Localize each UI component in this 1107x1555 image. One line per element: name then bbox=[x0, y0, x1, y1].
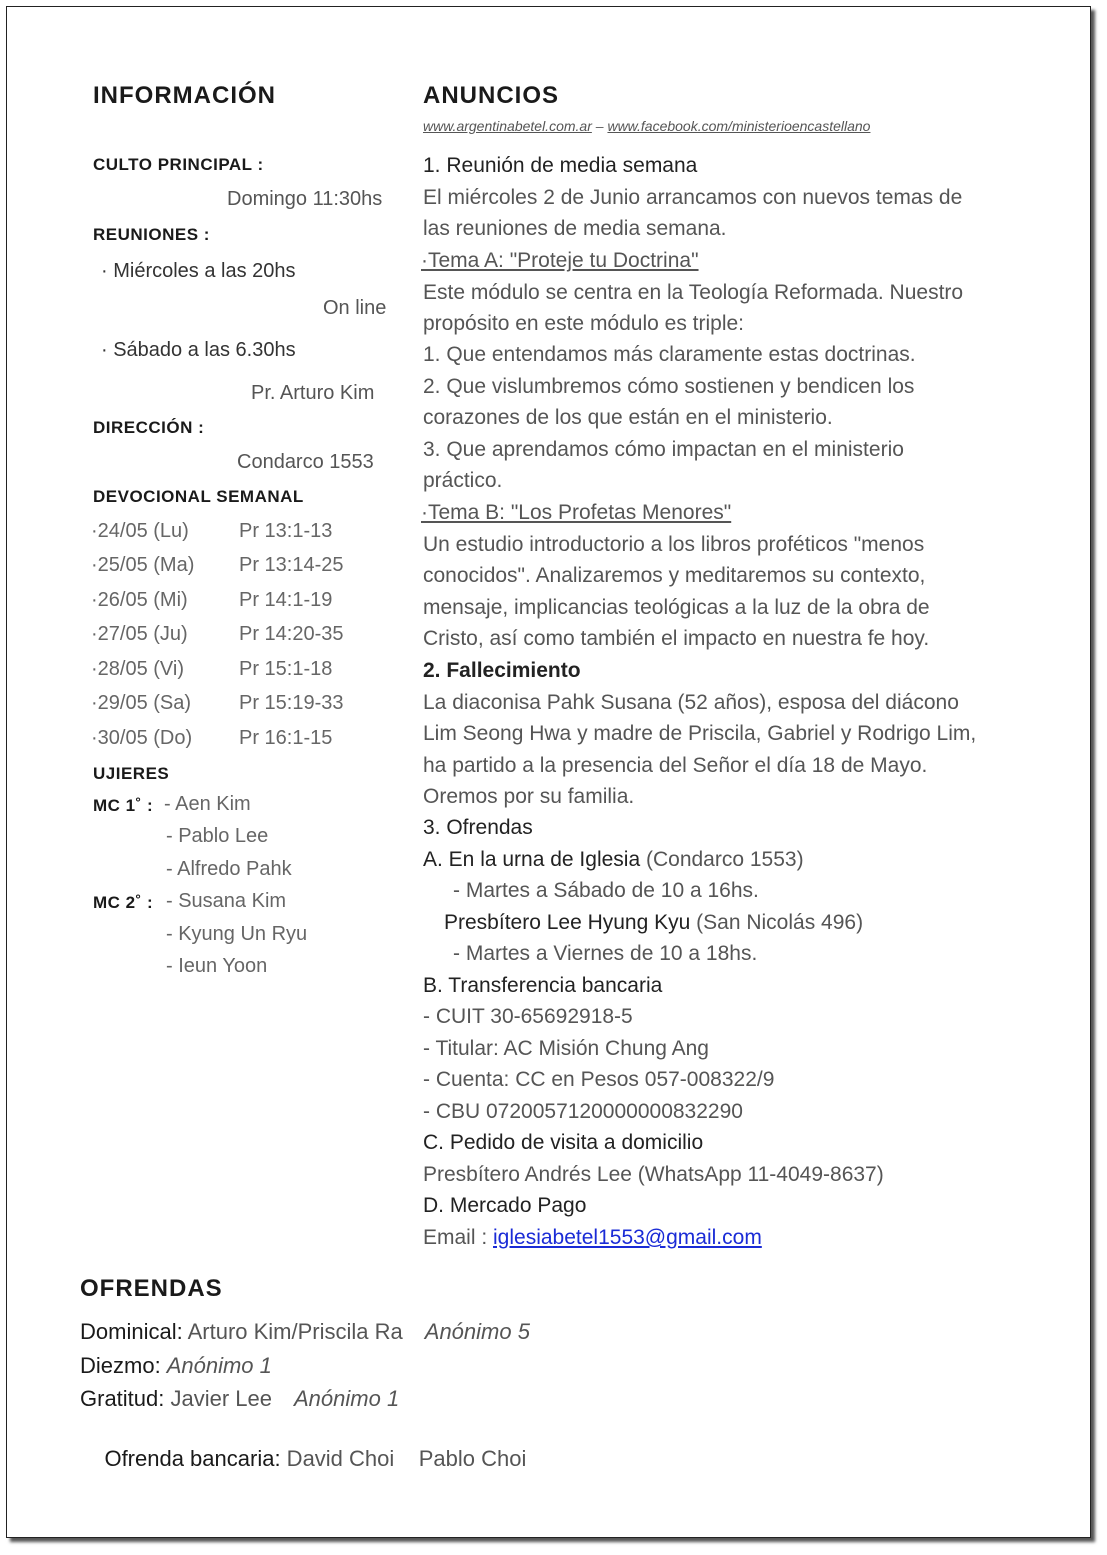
reunion-1-detail: On line bbox=[323, 297, 387, 319]
tema-b-line: conocidos". Analizaremos y meditaremos su contexto, bbox=[423, 564, 926, 587]
devocional-ref: Pr 13:14-25 bbox=[239, 554, 344, 576]
bank-titular: - Titular: AC Misión Chung Ang bbox=[423, 1037, 709, 1060]
reuniones-label: REUNIONES : bbox=[93, 225, 210, 244]
mc1-usher: - Alfredo Pahk bbox=[166, 858, 292, 880]
gratitud-label: Gratitud: bbox=[80, 1386, 165, 1411]
ofrenda-diezmo bbox=[80, 1353, 272, 1379]
bancaria-label: Ofrenda bancaria: bbox=[104, 1446, 281, 1471]
devocional-date: ·25/05 (Ma) bbox=[91, 554, 195, 576]
direccion-label: DIRECCIÓN : bbox=[93, 418, 205, 437]
dominical-anon: Anónimo 5 bbox=[424, 1319, 530, 1344]
s1-title: 1. Reunión de media semana bbox=[423, 154, 698, 177]
tema-b-line: Cristo, así como también el impacto en nuestra fe hoy. bbox=[423, 627, 930, 650]
mercado-pago-email bbox=[423, 1226, 762, 1250]
mc1-usher: - Aen Kim bbox=[164, 793, 251, 815]
diezmo-label: Diezmo: bbox=[80, 1353, 161, 1378]
ofrenda-a2-hours: - Martes a Viernes de 10 a 18hs. bbox=[453, 942, 758, 965]
info-title: INFORMACIÓN bbox=[93, 82, 276, 109]
email-label: Email : bbox=[423, 1226, 494, 1249]
devocional-ref: Pr 15:1-18 bbox=[239, 658, 333, 680]
tema-a-line: 3. Que aprendamos cómo impactan en el ministerio bbox=[423, 438, 904, 461]
ofrenda-gratitud bbox=[80, 1386, 399, 1412]
ofrenda-bancaria bbox=[80, 1420, 526, 1498]
visit-contact: Presbítero Andrés Lee (WhatsApp 11-4049-8637) bbox=[423, 1163, 884, 1186]
website-links bbox=[423, 118, 870, 134]
devocional-date: ·29/05 (Sa) bbox=[91, 692, 192, 714]
devocional-date: ·27/05 (Ju) bbox=[91, 623, 188, 645]
tema-a-line: Este módulo se centra en la Teología Reformada. Nuestro bbox=[423, 281, 964, 304]
devocional-ref: Pr 16:1-15 bbox=[239, 727, 333, 749]
devocional-ref: Pr 13:1-13 bbox=[239, 520, 333, 542]
mc1-label: MC 1˚ : bbox=[93, 796, 154, 815]
ofrenda-a-hours: - Martes a Sábado de 10 a 16hs. bbox=[453, 879, 759, 902]
s2-line: ha partido a la presencia del Señor el día 18 de Mayo. bbox=[423, 754, 928, 777]
reunion-2-detail: Pr. Arturo Kim bbox=[251, 382, 375, 404]
s3-title: 3. Ofrendas bbox=[423, 816, 533, 839]
devocional-ref: Pr 14:20-35 bbox=[239, 623, 344, 645]
ofrenda-a2-head: Presbítero Lee Hyung Kyu bbox=[444, 911, 691, 934]
reunion-2: · Sábado a las 6.30hs bbox=[101, 339, 296, 361]
anuncios-title: ANUNCIOS bbox=[423, 82, 560, 109]
tema-a: ·Tema A: "Proteje tu Doctrina" bbox=[421, 249, 699, 272]
devocional-date: ·28/05 (Vi) bbox=[91, 658, 185, 680]
devocional-date: ·30/05 (Do) bbox=[91, 727, 193, 749]
ofrenda-a2-place: (San Nicolás 496) bbox=[690, 911, 864, 934]
s2-title: 2. Fallecimiento bbox=[423, 659, 581, 682]
ofrenda-a2 bbox=[444, 911, 863, 935]
bank-cbu: - CBU 0720057120000000832290 bbox=[423, 1100, 743, 1123]
ujieres-label: UJIERES bbox=[93, 764, 170, 783]
gratitud-anon: Anónimo 1 bbox=[294, 1386, 400, 1411]
bank-cuenta: - Cuenta: CC en Pesos 057-008322/9 bbox=[423, 1068, 775, 1091]
devocional-label: DEVOCIONAL SEMANAL bbox=[93, 487, 304, 506]
tema-a-line: 1. Que entendamos más claramente estas doctrinas. bbox=[423, 343, 916, 366]
tema-a-line: corazones de los que están en el ministerio. bbox=[423, 406, 833, 429]
devocional-ref: Pr 14:1-19 bbox=[239, 589, 333, 611]
s2-line: La diaconisa Pahk Susana (52 años), esposa del diácono bbox=[423, 691, 959, 714]
ofrenda-b-head: B. Transferencia bancaria bbox=[423, 974, 663, 997]
tema-a-line: 2. Que vislumbremos cómo sostienen y bendicen los bbox=[423, 375, 915, 398]
tema-b-line: Un estudio introductorio a los libros proféticos "menos bbox=[423, 533, 925, 556]
dominical-names: Arturo Kim/Priscila Ra bbox=[182, 1319, 403, 1344]
devocional-ref: Pr 15:19-33 bbox=[239, 692, 344, 714]
tema-b-line: mensaje, implicancias teológicas a la luz de la obra de bbox=[423, 596, 930, 619]
mc2-usher: - Susana Kim bbox=[166, 890, 287, 912]
dominical-label: Dominical: bbox=[80, 1319, 183, 1344]
link-separator: – bbox=[591, 118, 608, 134]
mc2-usher: - Kyung Un Ryu bbox=[166, 923, 308, 945]
gratitud-names: Javier Lee bbox=[164, 1386, 272, 1411]
diezmo-anon: Anónimo 1 bbox=[166, 1353, 272, 1378]
bancaria-names: David Choi Pablo Choi bbox=[280, 1446, 527, 1471]
mc2-usher: - Ieun Yoon bbox=[166, 955, 268, 977]
culto-value: Domingo 11:30hs bbox=[227, 188, 383, 210]
culto-label: CULTO PRINCIPAL : bbox=[93, 155, 264, 174]
tema-a-line: propósito en este módulo es triple: bbox=[423, 312, 745, 335]
mc2-label: MC 2˚ : bbox=[93, 893, 154, 912]
facebook-link[interactable]: www.facebook.com/ministerioencastellano bbox=[607, 118, 871, 134]
ofrenda-c-head: C. Pedido de visita a domicilio bbox=[423, 1131, 704, 1154]
ofrenda-a-place: (Condarco 1553) bbox=[640, 848, 804, 871]
s1-line: las reuniones de media semana. bbox=[423, 217, 727, 240]
email-link[interactable]: iglesiabetel1553@gmail.com bbox=[493, 1226, 762, 1249]
devocional-date: ·26/05 (Mi) bbox=[91, 589, 188, 611]
direccion-value: Condarco 1553 bbox=[237, 451, 374, 473]
bank-cuit: - CUIT 30-65692918-5 bbox=[423, 1005, 633, 1028]
tema-a-line: práctico. bbox=[423, 469, 503, 492]
ofrenda-d-head: D. Mercado Pago bbox=[423, 1194, 587, 1217]
devocional-date: ·24/05 (Lu) bbox=[91, 520, 189, 542]
ofrenda-a-head: A. En la urna de Iglesia bbox=[423, 848, 641, 871]
mc1-usher: - Pablo Lee bbox=[166, 825, 269, 847]
ofrenda-a bbox=[423, 848, 804, 872]
ofrendas-title: OFRENDAS bbox=[80, 1275, 223, 1302]
bulletin-page bbox=[6, 6, 1091, 1538]
s2-line: Lim Seong Hwa y madre de Priscila, Gabriel y Rodrigo Lim, bbox=[423, 722, 977, 745]
ofrenda-dominical bbox=[80, 1319, 530, 1345]
reunion-1: · Miércoles a las 20hs bbox=[101, 260, 296, 282]
tema-b: ·Tema B: "Los Profetas Menores" bbox=[421, 501, 732, 524]
s1-line: El miércoles 2 de Junio arrancamos con nuevos temas de bbox=[423, 186, 963, 209]
website-link[interactable]: www.argentinabetel.com.ar bbox=[423, 118, 592, 134]
s2-line: Oremos por su familia. bbox=[423, 785, 635, 808]
